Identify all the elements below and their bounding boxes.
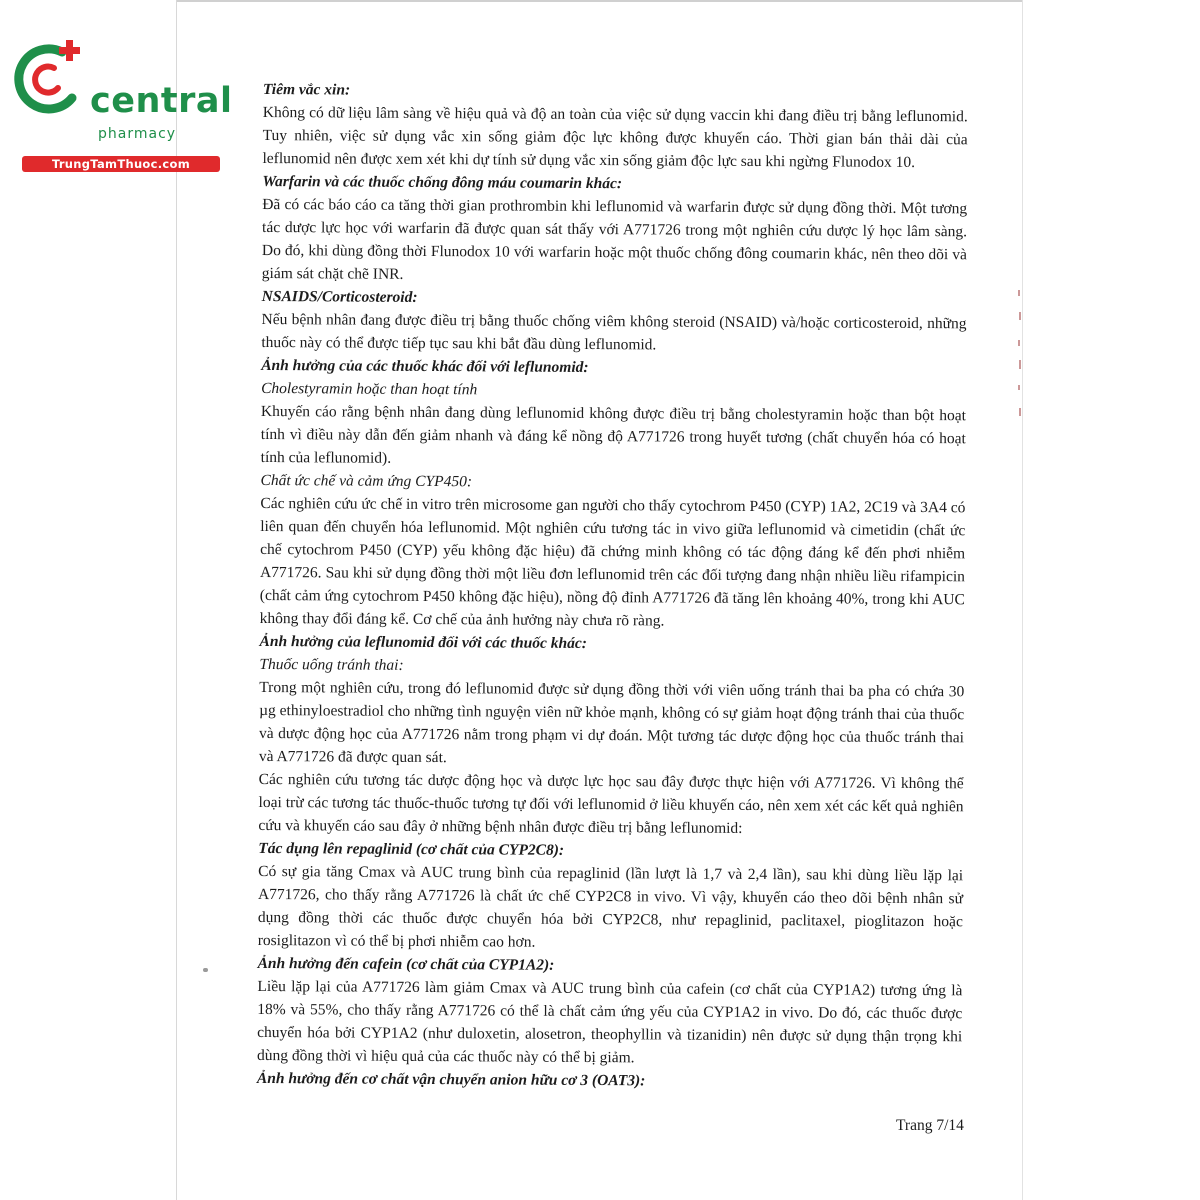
paragraph: Nếu bệnh nhân đang được điều trị bằng thuốc chống viêm không steroid (NSAID) và/hoặc corticosteroid, những thuốc này có thể được tiếp tục sau khi bắt đầu dùng leflunomid. [261, 310, 967, 354]
margin-marks [1014, 290, 1026, 430]
scan-speck [203, 968, 208, 972]
paragraph: Không có dữ liệu lâm sàng về hiệu quả và độ an toàn của việc sử dụng vaccin khi đang điều trị bằng leflunomid. Tuy nhiên, việc sử dụng vắc xin sống giảm độc lực không được khuyến cáo. Thời gian bán thải dài của leflunomid nên được xem xét khi dự tính sử dụng vắc xin sống giảm độc lực sau khi ngừng Flunodox 10. [262, 103, 968, 171]
section-subheading: Cholestyramin hoặc than hoạt tính [261, 379, 478, 399]
section-heading: Tác dụng lên repaglinid (cơ chất của CYP2C8): [258, 839, 565, 859]
section-heading: Warfarin và các thuốc chống đông máu coumarin khác: [262, 172, 623, 193]
section-heading: Ảnh hưởng của leflunomid đối với các thuốc khác: [259, 632, 587, 652]
section-heading: Ảnh hưởng của các thuốc khác đối với leflunomid: [261, 356, 589, 376]
scan-right-edge [1022, 0, 1023, 1200]
pharmacy-cross-icon [10, 38, 90, 118]
section-heading: Ảnh hưởng đến cơ chất vận chuyển anion hữu cơ 3 (OAT3): [256, 1069, 646, 1090]
logo-website: TrungTamThuoc.com [22, 156, 220, 172]
scan-top-edge [176, 0, 1022, 2]
section-heading: Ảnh hưởng đến cafein (cơ chất của CYP1A2): [257, 954, 555, 974]
paragraph: Các nghiên cứu ức chế in vitro trên microsome gan người cho thấy cytochrom P450 (CYP) 1A2, 2C19 và 3A4 có liên quan đến chuyển hóa leflunomid. Một nghiên cứu tương tác in vivo giữa leflunomid và cimetidin (chất ức chế cytochrom P450 (CYP) yếu không đặc hiệu) đã chứng minh không có tác động đáng kể đến phơi nhiễm A771726. Sau khi sử dụng đồng thời một liều đơn leflunomid trên các đối tượng đang nhận nhiều liều rifampicin (chất cảm ứng cytochrom P450 không đặc hiệu), nồng độ đỉnh A771726 đã tăng lên khoảng 40%, trong khi AUC không thay đổi đáng kể. Cơ chế của ảnh hưởng này chưa rõ ràng. [259, 494, 966, 630]
document-body [257, 78, 968, 1094]
paragraph: Khuyến cáo rằng bệnh nhân đang dùng leflunomid không được điều trị bằng cholestyramin hoặc than bột hoạt tính vì điều này dẫn đến giảm nhanh và đáng kể nồng độ A771726 trong huyết tương (chất chuyển hóa có hoạt tính của leflunomid). [260, 402, 967, 467]
page-number: Trang 7/14 [896, 1117, 964, 1134]
section-heading: Tiêm vắc xin: [262, 80, 351, 99]
paragraph: Liều lặp lại của A771726 làm giảm Cmax và AUC trung bình của cafein (cơ chất của CYP1A2) tương ứng là 18% và 55%, cho thấy rằng A771726 có thể là chất cảm ứng yếu của CYP1A2 in vivo. Do đó, các thuốc được chuyển hóa bởi CYP1A2 (như duloxetin, alosetron, theophyllin và tizanidin) nên được sử dụng thận trọng khi dùng đồng thời vì hiệu quả của các thuốc này có thể bị giảm. [256, 977, 963, 1067]
logo-subtitle: pharmacy [98, 126, 177, 142]
paragraph: Các nghiên cứu tương tác dược động học và dược lực học sau đây được thực hiện với A771726. Vì không thể loại trừ các tương tác thuốc-thuốc tương tự đối với leflunomid ở liều khuyến cáo, nên xem xét các kết quả nghiên cứu và khuyến cáo sau đây ở những bệnh nhân được điều trị bằng leflunomid: [258, 770, 964, 837]
scan-left-edge [176, 0, 177, 1200]
section-heading: NSAIDS/Corticosteroid: [261, 287, 418, 306]
section-subheading: Thuốc uống tránh thai: [259, 655, 404, 674]
logo-name: central [90, 81, 233, 121]
paragraph: Có sự gia tăng Cmax và AUC trung bình của repaglinid (lần lượt là 1,7 và 2,4 lần), sau khi dùng liều lặp lại A771726, cho thấy rằng A771726 là chất ức chế CYP2C8 in vivo. Vì vậy, khuyến cáo theo dõi bệnh nhân sử dụng đồng thời các thuốc được chuyển hóa bởi CYP2C8, như repaglinid, paclitaxel, pioglitazon hoặc rosiglitazon vì có thể bị phơi nhiễm cao hơn. [257, 862, 964, 951]
central-pharmacy-logo [10, 38, 233, 171]
section-subheading: Chất ức chế và cảm ứng CYP450: [260, 471, 473, 491]
paragraph: Trong một nghiên cứu, trong đó leflunomid được sử dụng đồng thời với viên uống tránh thai ba pha có chứa 30 µg ethinyloestradiol cho những tình nguyện viên nữ khỏe mạnh, không có sự giảm hoạt động tránh thai của thuốc và dược động học của A771726 nằm trong phạm vi dự đoán. Một tương tác dược động học của thuốc tránh thai và A771726 đã được quan sát. [258, 678, 965, 767]
paragraph: Đã có các báo cáo ca tăng thời gian prothrombin khi leflunomid và warfarin được sử dụng đồng thời. Một tương tác dược lực học với warfarin đã được quan sát thấy với A771726 trong một nghiên cứu dược lý học lâm sàng. Do đó, khi dùng đồng thời Flunodox 10 với warfarin hoặc một thuốc chống đông coumarin khác, nên theo dõi và giám sát chặt chẽ INR. [261, 195, 968, 283]
